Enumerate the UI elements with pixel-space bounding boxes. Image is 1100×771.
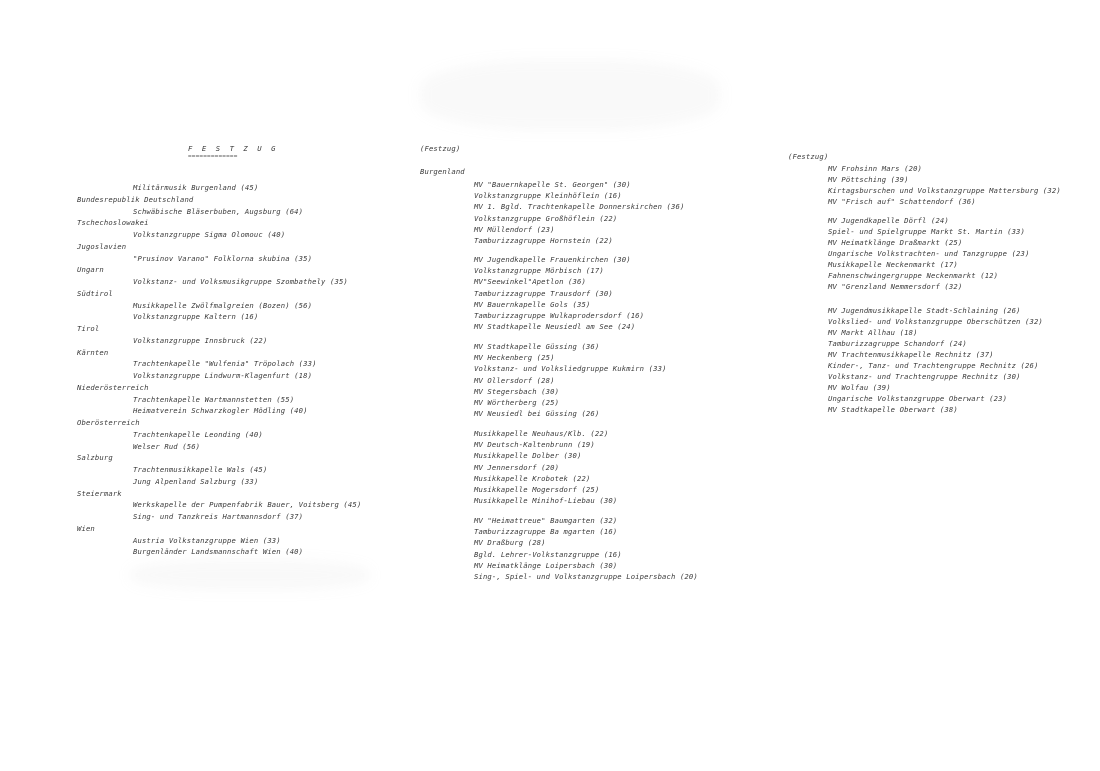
ensemble-entry: Volkstanzgruppe Lindwurm-Klagenfurt (18) xyxy=(133,371,313,380)
ensemble-entry: Musikkapelle Neuhaus/Klb. (22) xyxy=(474,429,609,438)
country-heading: Tirol xyxy=(77,324,100,333)
ensemble-entry: MV Stegersbach (30) xyxy=(474,386,560,396)
ensemble-entry: Volkstanzgruppe Innsbruck (22) xyxy=(133,335,268,345)
ensemble-entry: Volkstanzgruppe Kaltern (16) xyxy=(133,312,259,322)
ensemble-entry: MV "Grenzland Nemmersdorf (32) xyxy=(828,282,963,291)
ensemble-entry: Tamburizzagruppe Trausdorf (30) xyxy=(474,288,613,298)
ensemble-entry: Ungarische Volkstrachten- und Tanzgruppe (23) xyxy=(828,249,1030,258)
country-heading: Oberösterreich xyxy=(77,418,140,427)
ensemble-entry: Bgld. Lehrer-Volkstanzgruppe (16) xyxy=(474,549,622,559)
country-heading: Wien xyxy=(77,523,95,533)
ensemble-entry: MV Ollersdorf (28) xyxy=(474,375,555,385)
ensemble-entry: MV 1. Bgld. Trachtenkapelle Donnerskirchen (36) xyxy=(474,202,685,212)
ensemble-entry: MV Jugendkapelle Frauenkirchen (30) xyxy=(474,255,631,264)
ensemble-entry: MV Stadtkapelle Neusiedl am See (24) xyxy=(474,322,636,332)
ensemble-entry: MV Neusiedl bei Güssing (26) xyxy=(474,409,600,419)
ensemble-entry: Musikkapelle Mogersdorf (25) xyxy=(474,485,600,494)
ensemble-entry: Tamburizzagruppe Wulkaprodersdorf (16) xyxy=(474,311,645,320)
ensemble-entry: Sing-, Spiel- und Volkstanzgruppe Loipersbach (20) xyxy=(474,572,698,581)
column-3-header: (Festzug) xyxy=(788,152,829,161)
ensemble-entry: Militärmusik Burgenland (45) xyxy=(133,183,259,192)
ensemble-entry: MV Jugendkapelle Dörfl (24) xyxy=(828,216,949,225)
ensemble-entry: Trachtenkapelle Wartmannstetten (55) xyxy=(133,394,295,404)
ensemble-entry: Volkstanzgruppe Großhöflein (22) xyxy=(474,213,618,223)
ensemble-entry: MV Heimatklänge Draßmarkt (25) xyxy=(828,238,963,247)
festzug-heading: F E S T Z U G xyxy=(188,144,279,153)
region-burgenland: Burgenland xyxy=(420,167,465,176)
ensemble-entry: Volkstanz- und Volksliedgruppe Kukmirn (33) xyxy=(474,364,667,374)
ensemble-entry: Volkstanzgruppe Mörbisch (17) xyxy=(474,266,604,276)
country-heading: Kärnten xyxy=(77,347,109,357)
ensemble-entry: Volkslied- und Volkstanzgruppe Oberschützen (32) xyxy=(828,317,1043,326)
ensemble-entry: Trachtenkapelle "Wulfenia" Tröpolach (33) xyxy=(133,359,317,369)
heading-underline: ============= xyxy=(188,153,238,160)
ensemble-entry: Spiel- und Spielgruppe Markt St. Martin (33) xyxy=(828,227,1025,236)
ensemble-entry: MV Draßburg (28) xyxy=(474,538,546,548)
ensemble-entry: Trachtenkapelle Leonding (40) xyxy=(133,429,263,439)
ensemble-entry: MV Frohsinn Mars (20) xyxy=(828,164,923,173)
ensemble-entry: MV Heckenberg (25) xyxy=(474,353,555,363)
ensemble-entry: MV "Frisch auf" Schattendorf (36) xyxy=(828,197,976,206)
ensemble-entry: Heimatverein Schwarzkogler Mödling (40) xyxy=(133,406,308,416)
ensemble-entry: Tamburizzagruppe Hornstein (22) xyxy=(474,236,613,245)
ensemble-entry: Jung Alpenland Salzburg (33) xyxy=(133,476,259,486)
ensemble-entry: MV "Bauernkapelle St. Georgen" (30) xyxy=(474,180,631,189)
country-heading: Steiermark xyxy=(77,488,122,498)
country-heading: Salzburg xyxy=(77,453,113,463)
ensemble-entry: MV"Seewinkel"Apetlon (36) xyxy=(474,277,586,287)
ensemble-entry: Burgenländer Landsmannschaft Wien (40) xyxy=(133,547,304,557)
ensemble-entry: MV Bauernkapelle Gols (35) xyxy=(474,299,591,309)
ensemble-entry: MV Müllendorf (23) xyxy=(474,224,555,234)
ensemble-entry: MV Jennersdorf (20) xyxy=(474,462,560,472)
ensemble-entry: MV Stadtkapelle Güssing (36) xyxy=(474,342,600,351)
ensemble-entry: MV Pöttsching (39) xyxy=(828,175,909,184)
column-2-header: (Festzug) xyxy=(420,144,461,153)
ensemble-entry: MV Wörtherberg (25) xyxy=(474,398,560,407)
country-heading: Südtirol xyxy=(77,288,113,298)
ensemble-entry: Volkstanz- und Volksmusikgruppe Szombathely (35) xyxy=(133,277,348,286)
ensemble-entry: Tamburizzagruppe Ba mgarten (16) xyxy=(474,527,618,537)
ensemble-entry: MV Wolfau (39) xyxy=(828,383,891,392)
ensemble-entry: Trachtenmusikkapelle Wals (45) xyxy=(133,465,268,474)
country-heading: Ungarn xyxy=(77,265,104,275)
ensemble-entry: Musikkapelle Minihof-Liebau (30) xyxy=(474,496,618,506)
ensemble-entry: Austria Volkstanzgruppe Wien (33) xyxy=(133,535,281,545)
ensemble-entry: Werkskapelle der Pumpenfabrik Bauer, Voitsberg (45) xyxy=(133,500,362,510)
ensemble-entry: Ungarische Volkstanzgruppe Oberwart (23) xyxy=(828,394,1008,403)
ensemble-entry: "Prusinov Varano" Folklorna skubina (35) xyxy=(133,253,313,263)
country-heading: Jugoslavien xyxy=(77,241,127,251)
ensemble-entry: Kirtagsburschen und Volkstanzgruppe Mattersburg (32) xyxy=(828,186,1061,195)
ensemble-entry: Musikkapelle Neckenmarkt (17) xyxy=(828,260,958,269)
ensemble-entry: MV "Heimattreue" Baumgarten (32) xyxy=(474,516,618,525)
ensemble-entry: MV Markt Allhau (18) xyxy=(828,328,918,337)
ensemble-entry: Tamburizzagruppe Schandorf (24) xyxy=(828,339,967,348)
ensemble-entry: MV Jugendmusikkapelle Stadt-Schlaining (26) xyxy=(828,306,1021,315)
ensemble-entry: MV Heimatklänge Loipersbach (30) xyxy=(474,560,618,570)
ensemble-entry: Volkstanzgruppe Kleinhöflein (16) xyxy=(474,191,622,201)
ensemble-entry: Musikkapelle Zwölfmalgreien (Bozen) (56) xyxy=(133,300,313,310)
ensemble-entry: Musikkapelle Dolber (30) xyxy=(474,451,582,461)
country-heading: Niederösterreich xyxy=(77,382,149,392)
country-heading: Bundesrepublik Deutschland xyxy=(77,194,194,204)
ensemble-entry: Musikkapelle Krobotek (22) xyxy=(474,473,591,483)
country-heading: Tschechoslowakei xyxy=(77,218,149,228)
ensemble-entry: Sing- und Tanzkreis Hartmannsdorf (37) xyxy=(133,512,304,521)
ensemble-entry: MV Deutsch-Kaltenbrunn (19) xyxy=(474,440,595,450)
ensemble-entry: Schwäbische Bläserbuben, Augsburg (64) xyxy=(133,206,304,216)
ensemble-entry: Kinder-, Tanz- und Trachtengruppe Rechnitz (26) xyxy=(828,361,1039,370)
ensemble-entry: MV Trachtenmusikkapelle Rechnitz (37) xyxy=(828,350,994,359)
ensemble-entry: Volkstanz- und Trachtengruppe Rechnitz (30) xyxy=(828,372,1021,381)
ensemble-entry: MV Stadtkapelle Oberwart (38) xyxy=(828,405,958,414)
ensemble-entry: Welser Rud (56) xyxy=(133,441,201,451)
ensemble-entry: Fahnenschwingergruppe Neckenmarkt (12) xyxy=(828,271,999,280)
ensemble-entry: Volkstanzgruppe Sigma Olomouc (40) xyxy=(133,230,286,239)
